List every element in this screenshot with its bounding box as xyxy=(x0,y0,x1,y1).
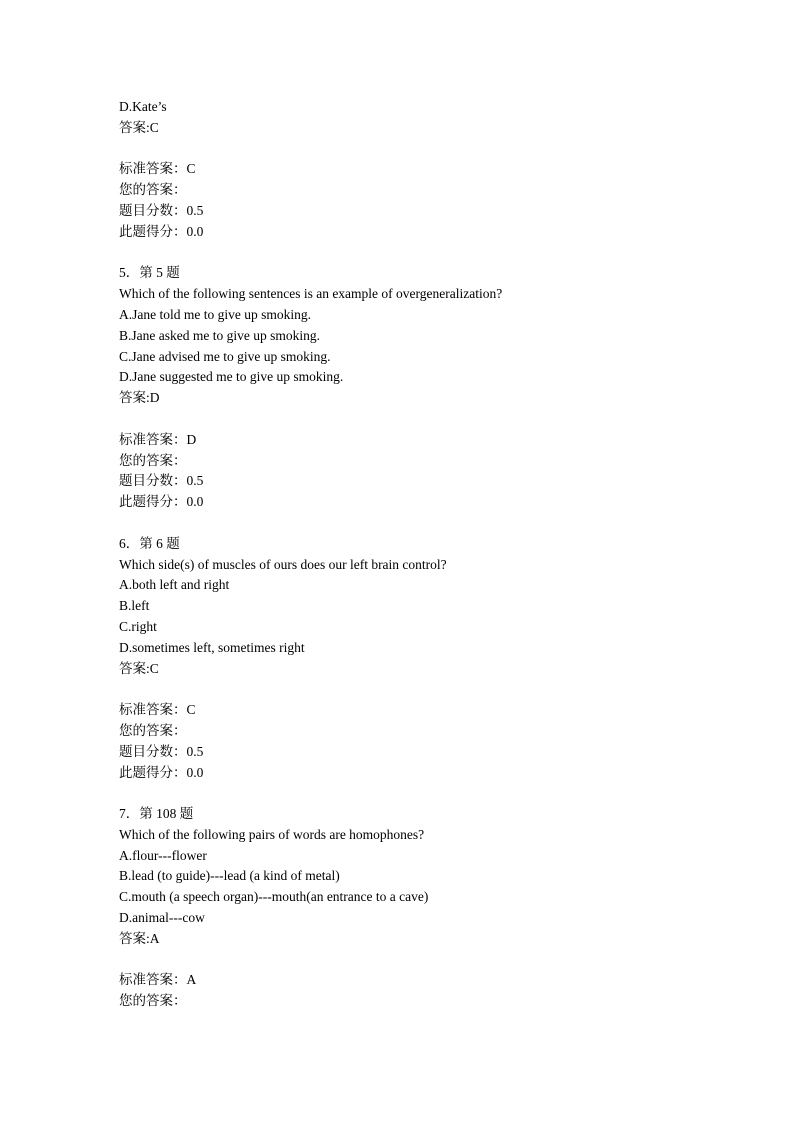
document-body xyxy=(119,97,739,1012)
spacer xyxy=(119,950,739,971)
option-c: C.Jane advised me to give up smoking. xyxy=(119,348,331,364)
standard-answer: 标准答案：A xyxy=(119,972,197,988)
question-text: Which side(s) of muscles of ours does our left brain control? xyxy=(119,556,447,572)
question-score: 此题得分：0.0 xyxy=(119,494,204,510)
spacer xyxy=(119,243,739,264)
question-points: 题目分数：0.5 xyxy=(119,202,204,218)
answer-line: 答案:C xyxy=(119,119,159,135)
spacer xyxy=(119,679,739,700)
option-a: A.flour---flower xyxy=(119,847,207,863)
spacer xyxy=(119,783,739,804)
standard-answer: 标准答案：D xyxy=(119,431,197,447)
option-d: D.animal---cow xyxy=(119,910,205,926)
your-answer: 您的答案： xyxy=(119,993,187,1009)
answer-line: 答案:A xyxy=(119,930,160,946)
question-header: 5．第 5 题 xyxy=(119,265,180,281)
question-score: 此题得分：0.0 xyxy=(119,223,204,239)
standard-answer: 标准答案：C xyxy=(119,702,196,718)
option-d: D.Kate’s xyxy=(119,99,167,114)
your-answer: 您的答案： xyxy=(119,722,187,738)
option-b: B.Jane asked me to give up smoking. xyxy=(119,327,320,343)
your-answer: 您的答案： xyxy=(119,452,187,468)
question-header: 6．第 6 题 xyxy=(119,535,180,551)
option-b: B.lead (to guide)---lead (a kind of metal) xyxy=(119,868,340,884)
question-text: Which of the following sentences is an example of overgeneralization? xyxy=(119,286,503,302)
option-a: A.Jane told me to give up smoking. xyxy=(119,306,311,322)
spacer xyxy=(119,409,739,430)
question-text: Which of the following pairs of words are homophones? xyxy=(119,826,425,842)
option-c: C.right xyxy=(119,618,157,634)
option-a: A.both left and right xyxy=(119,577,230,593)
question-points: 题目分数：0.5 xyxy=(119,473,204,489)
option-c: C.mouth (a speech organ)---mouth(an entrance to a cave) xyxy=(119,889,429,905)
your-answer: 您的答案： xyxy=(119,182,187,198)
standard-answer: 标准答案：C xyxy=(119,161,196,177)
spacer xyxy=(119,139,739,160)
answer-line: 答案:C xyxy=(119,660,159,676)
question-score: 此题得分：0.0 xyxy=(119,764,204,780)
question-points: 题目分数：0.5 xyxy=(119,743,204,759)
spacer xyxy=(119,513,739,534)
option-b: B.left xyxy=(119,598,150,614)
option-d: D.Jane suggested me to give up smoking. xyxy=(119,369,344,385)
option-d: D.sometimes left, sometimes right xyxy=(119,639,305,655)
question-header: 7．第 108 题 xyxy=(119,806,194,822)
answer-line: 答案:D xyxy=(119,390,160,406)
